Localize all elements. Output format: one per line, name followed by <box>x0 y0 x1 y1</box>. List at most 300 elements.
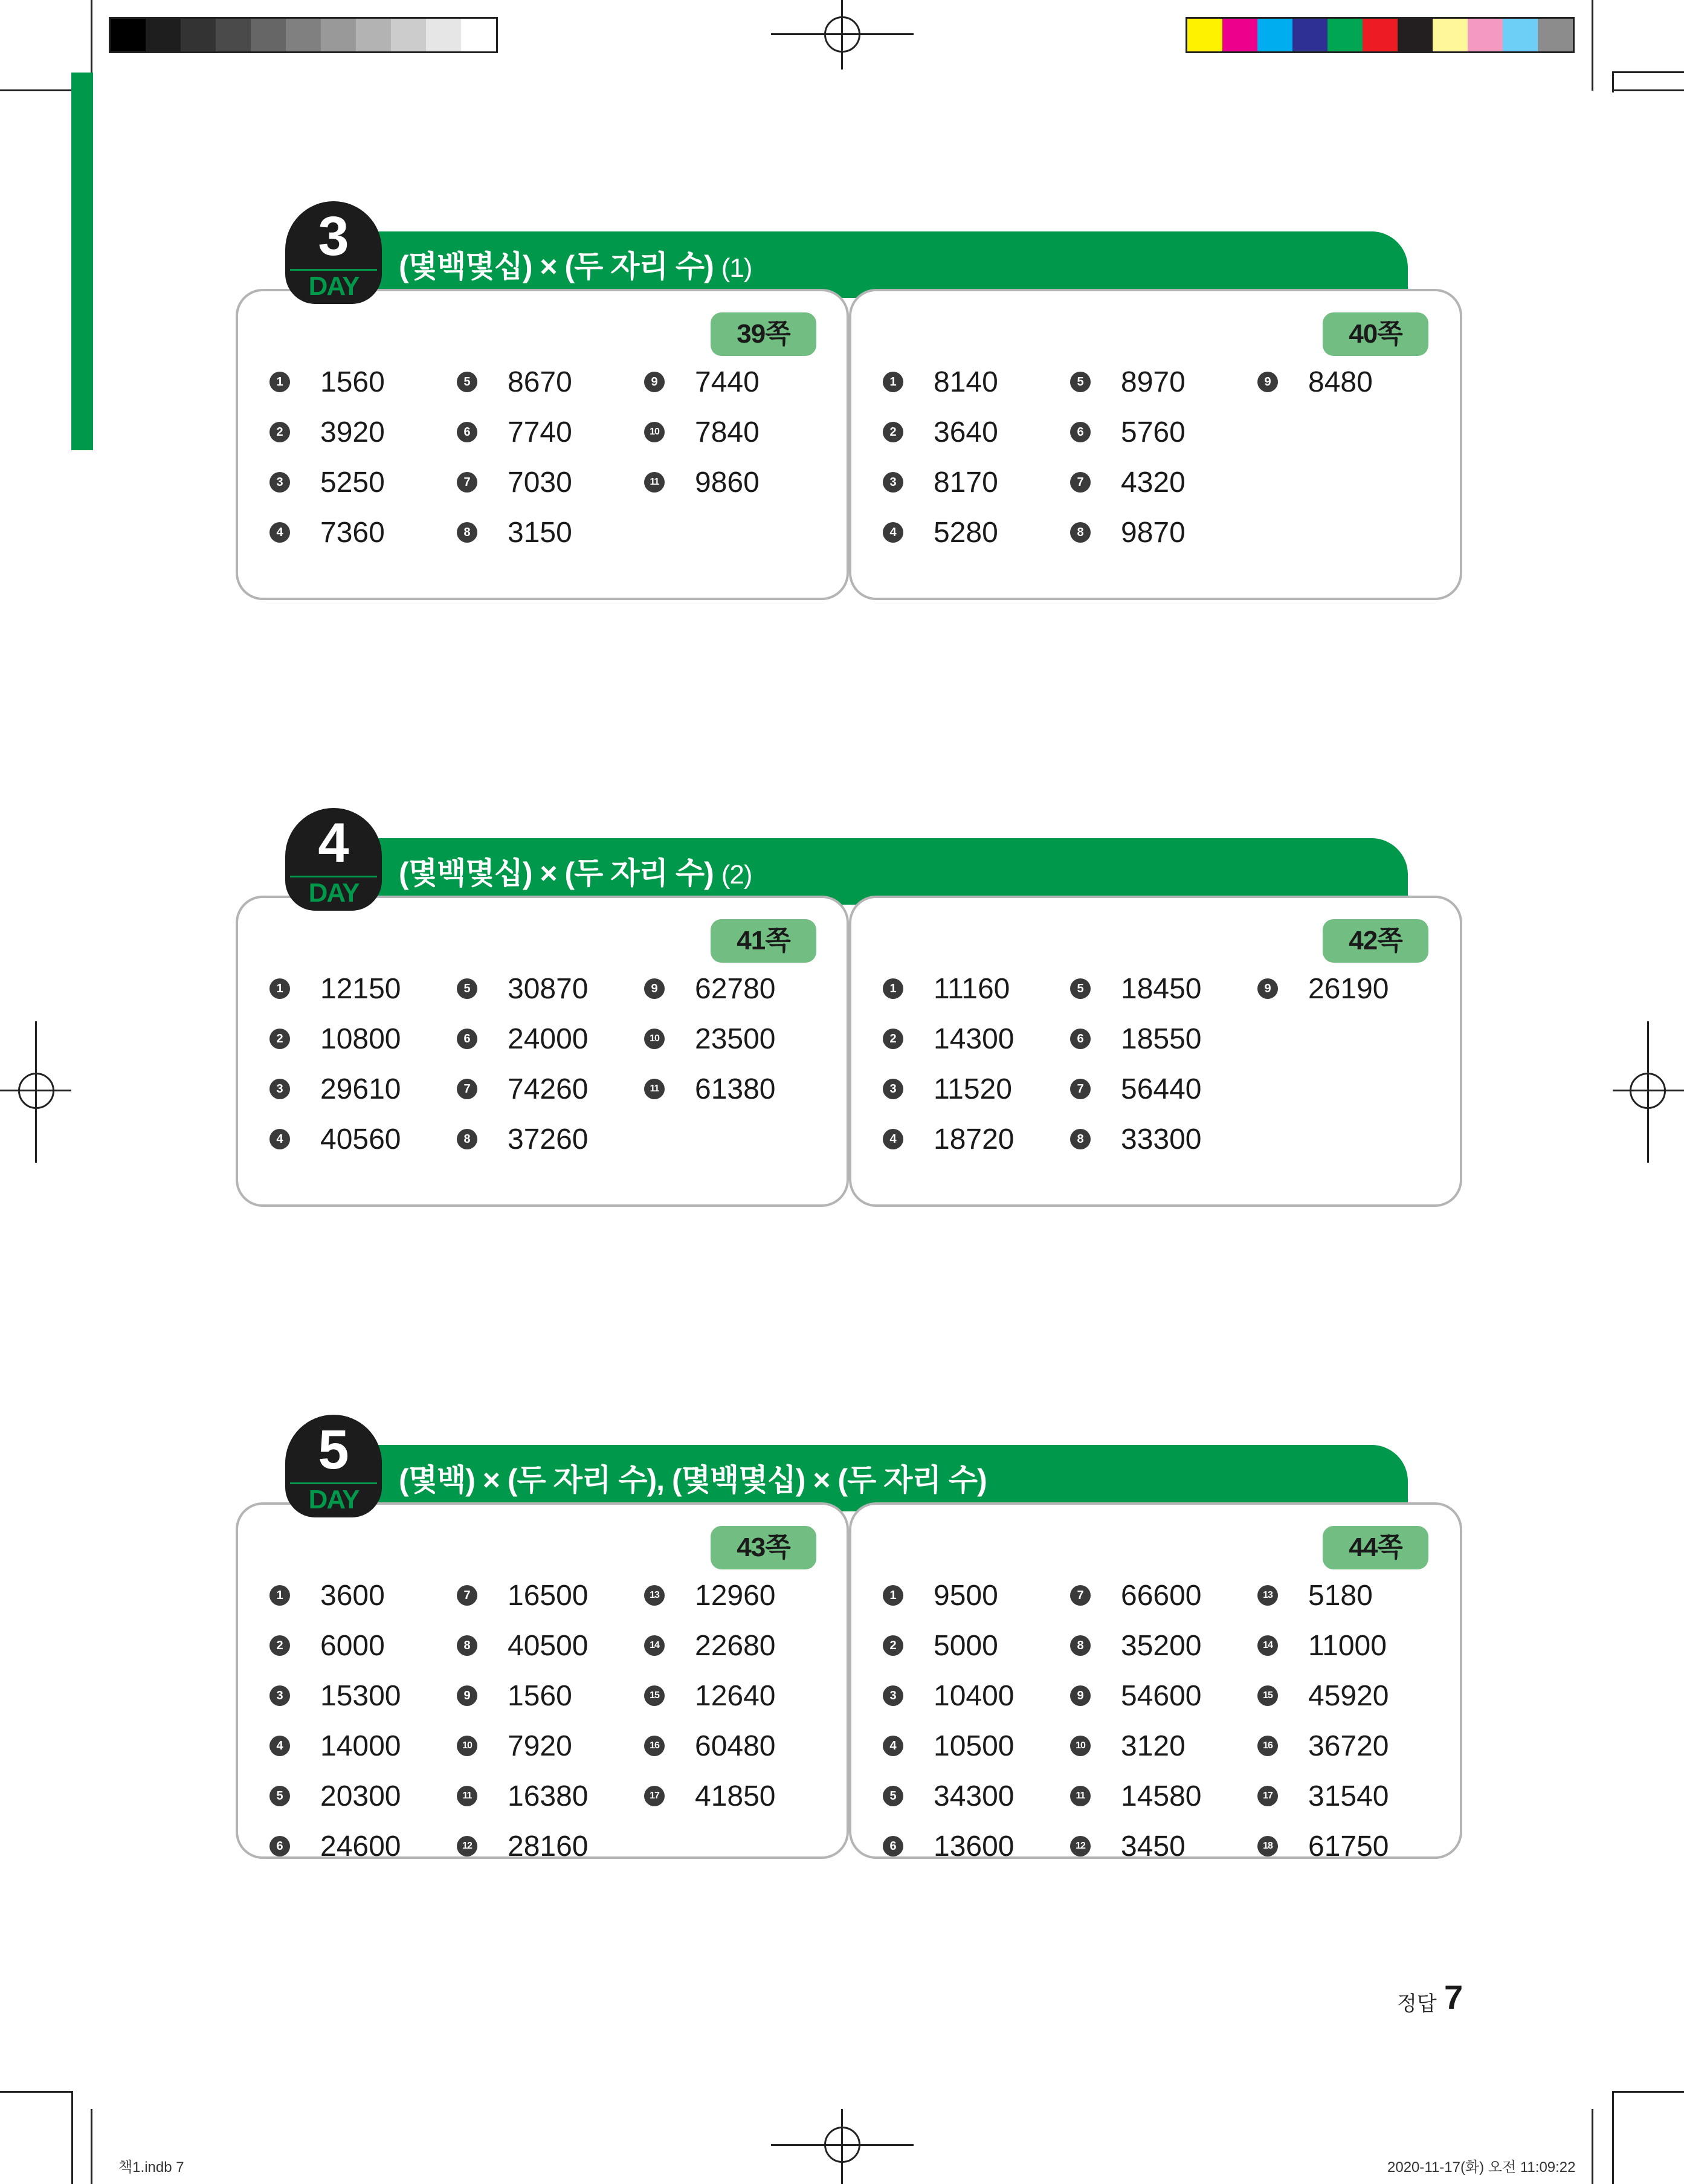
answer-value: 7740 <box>508 416 572 448</box>
answer-item <box>644 1678 775 1714</box>
crop-mark <box>91 2109 92 2184</box>
answer-item <box>1070 514 1186 551</box>
color-swatch <box>1222 19 1257 51</box>
answer-value: 33300 <box>1121 1123 1202 1155</box>
answer-value: 12640 <box>695 1679 776 1712</box>
answer-item <box>1257 1577 1373 1614</box>
answer-item <box>1070 1121 1201 1157</box>
day-label: DAY <box>308 1485 359 1514</box>
answer-item <box>644 971 775 1007</box>
answer-value: 20300 <box>320 1780 401 1812</box>
answer-item <box>883 1627 998 1664</box>
question-number-badge: 4 <box>269 1129 290 1149</box>
answer-value: 7440 <box>695 366 760 398</box>
section-banner <box>332 1445 1408 1511</box>
gray-swatch <box>111 19 146 51</box>
answer-item <box>883 1577 998 1614</box>
answer-value: 24600 <box>320 1830 401 1863</box>
question-number-badge: 11 <box>644 472 665 493</box>
answer-panel-left <box>236 289 849 600</box>
question-number-badge: 6 <box>1070 1029 1091 1049</box>
section-banner <box>332 838 1408 905</box>
question-number-badge: 5 <box>457 372 477 392</box>
answer-value: 11000 <box>1308 1629 1387 1662</box>
answer-item <box>1257 1678 1389 1714</box>
answer-item <box>457 464 572 500</box>
answer-value: 28160 <box>508 1830 589 1863</box>
answer-value: 12960 <box>695 1579 776 1612</box>
question-number-badge: 14 <box>644 1635 665 1656</box>
answer-value: 14580 <box>1121 1780 1202 1812</box>
answer-value: 60480 <box>695 1730 776 1762</box>
answer-value: 66600 <box>1121 1579 1202 1612</box>
answer-panel-right <box>849 896 1462 1207</box>
question-number-badge: 7 <box>1070 1585 1091 1606</box>
answer-value: 10800 <box>320 1023 401 1055</box>
section-title <box>399 242 752 286</box>
crop-mark <box>1592 0 1593 91</box>
question-number-badge: 17 <box>644 1786 665 1806</box>
answer-item <box>883 414 998 450</box>
answer-value: 8670 <box>508 366 572 398</box>
crop-mark <box>1612 71 1684 73</box>
question-number-badge: 8 <box>1070 1635 1091 1656</box>
answer-value: 3920 <box>320 416 385 448</box>
day-number: 5 <box>318 1419 349 1481</box>
day-number: 4 <box>318 812 349 874</box>
question-number-badge: 4 <box>269 522 290 543</box>
gray-swatch <box>391 19 426 51</box>
answer-item <box>457 1021 588 1057</box>
page-tag: 40쪽 <box>1323 312 1428 356</box>
answer-item <box>457 1071 588 1107</box>
question-number-badge: 10 <box>644 422 665 442</box>
gray-swatch <box>251 19 286 51</box>
answer-item <box>883 1728 1014 1764</box>
answer-value: 3450 <box>1121 1830 1186 1863</box>
question-number-badge: 11 <box>644 1079 665 1099</box>
color-swatch <box>1363 19 1398 51</box>
answer-item <box>457 414 572 450</box>
color-swatch <box>1503 19 1538 51</box>
color-swatch <box>1257 19 1292 51</box>
question-number-badge: 4 <box>883 1736 903 1756</box>
answer-section <box>236 1419 1462 1863</box>
answer-value: 74260 <box>508 1073 589 1105</box>
question-number-badge: 2 <box>269 1029 290 1049</box>
question-number-badge: 3 <box>269 472 290 493</box>
answer-item <box>1070 464 1186 500</box>
page-tag: 44쪽 <box>1323 1526 1428 1569</box>
answer-item <box>457 1627 588 1664</box>
answer-item <box>644 464 760 500</box>
answer-item <box>457 514 572 551</box>
answer-value: 11520 <box>934 1073 1012 1105</box>
crop-mark <box>0 89 71 91</box>
answer-value: 18450 <box>1121 972 1202 1005</box>
answer-value: 26190 <box>1308 972 1389 1005</box>
question-number-badge: 1 <box>883 978 903 999</box>
answer-item <box>269 1728 401 1764</box>
crop-mark <box>1612 89 1684 91</box>
crop-mark <box>1592 2109 1593 2184</box>
answer-value: 8480 <box>1308 366 1373 398</box>
answer-item <box>644 364 760 400</box>
question-number-badge: 2 <box>883 422 903 442</box>
answer-value: 11160 <box>934 972 1010 1005</box>
answer-section <box>236 812 1462 1155</box>
answer-value: 3150 <box>508 516 572 549</box>
question-number-badge: 5 <box>883 1786 903 1806</box>
answer-item <box>1070 1071 1201 1107</box>
gray-swatch <box>426 19 461 51</box>
answer-item <box>644 1627 775 1664</box>
question-number-badge: 7 <box>457 1585 477 1606</box>
answer-item <box>1257 1728 1389 1764</box>
page-tag: 41쪽 <box>711 919 816 963</box>
answer-item <box>1070 1627 1201 1664</box>
question-number-badge: 8 <box>457 1129 477 1149</box>
answer-item <box>457 1678 572 1714</box>
answer-item <box>1257 364 1373 400</box>
question-number-badge: 15 <box>644 1685 665 1706</box>
answer-value: 8170 <box>934 466 998 499</box>
answer-value: 9860 <box>695 466 760 499</box>
question-number-badge: 8 <box>457 522 477 543</box>
question-number-badge: 10 <box>1070 1736 1091 1756</box>
question-number-badge: 14 <box>1257 1635 1278 1656</box>
answer-item <box>269 1021 401 1057</box>
answer-item <box>457 1828 588 1864</box>
answer-item <box>1257 971 1389 1007</box>
answer-value: 9870 <box>1121 516 1186 549</box>
answer-value: 56440 <box>1121 1073 1202 1105</box>
question-number-badge: 5 <box>457 978 477 999</box>
answer-item <box>644 1778 775 1814</box>
crop-mark <box>1612 2091 1614 2184</box>
day-badge-divider <box>290 1482 377 1484</box>
chapter-side-bar <box>71 73 93 450</box>
answer-item <box>457 1577 588 1614</box>
question-number-badge: 4 <box>269 1736 290 1756</box>
answer-value: 7360 <box>320 516 385 549</box>
question-number-badge: 1 <box>269 978 290 999</box>
color-swatch <box>1468 19 1503 51</box>
answer-value: 14300 <box>934 1023 1015 1055</box>
answer-section <box>236 205 1462 549</box>
answer-item <box>1257 1627 1387 1664</box>
question-number-badge: 3 <box>269 1079 290 1099</box>
answer-value: 18550 <box>1121 1023 1202 1055</box>
answer-item <box>269 464 385 500</box>
section-title-suffix: (1) <box>721 253 752 283</box>
question-number-badge: 12 <box>1070 1836 1091 1856</box>
answer-item <box>1070 414 1186 450</box>
answer-panel-right <box>849 1502 1462 1863</box>
question-number-badge: 16 <box>1257 1736 1278 1756</box>
answer-value: 7030 <box>508 466 572 499</box>
question-number-badge: 2 <box>269 1635 290 1656</box>
answer-value: 4320 <box>1121 466 1186 499</box>
answer-value: 9500 <box>934 1579 998 1612</box>
section-banner <box>332 231 1408 298</box>
gray-swatch <box>461 19 496 51</box>
answer-value: 5760 <box>1121 416 1186 448</box>
gray-swatch <box>286 19 321 51</box>
answer-item <box>644 1577 775 1614</box>
answer-value: 12150 <box>320 972 401 1005</box>
color-swatch <box>1538 19 1573 51</box>
question-number-badge: 6 <box>883 1836 903 1856</box>
answer-item <box>269 514 385 551</box>
question-number-badge: 5 <box>1070 372 1091 392</box>
gray-swatch <box>181 19 216 51</box>
answer-item <box>269 1577 385 1614</box>
footer-label: 정답 <box>1397 1992 1437 2015</box>
section-title <box>399 1456 987 1499</box>
answer-value: 61750 <box>1308 1830 1389 1863</box>
answer-item <box>269 971 401 1007</box>
question-number-badge: 9 <box>1257 978 1278 999</box>
answer-panel-left <box>236 896 849 1207</box>
question-number-badge: 11 <box>1070 1786 1091 1806</box>
answer-item <box>883 1678 1014 1714</box>
question-number-badge: 1 <box>883 372 903 392</box>
answer-item <box>883 1071 1012 1107</box>
color-strip <box>1186 17 1575 53</box>
answer-item <box>1070 1021 1201 1057</box>
question-number-badge: 5 <box>269 1786 290 1806</box>
answer-value: 13600 <box>934 1830 1015 1863</box>
answer-value: 41850 <box>695 1780 776 1812</box>
answer-item <box>883 1121 1014 1157</box>
gray-swatch <box>146 19 181 51</box>
section-title <box>399 849 752 893</box>
color-swatch <box>1433 19 1468 51</box>
color-swatch <box>1328 19 1363 51</box>
crop-mark <box>1612 2091 1684 2093</box>
answer-value: 54600 <box>1121 1679 1202 1712</box>
answer-item <box>269 364 385 400</box>
section-title-text: (몇백몇십) × (두 자리 수) <box>399 856 714 890</box>
answer-value: 40500 <box>508 1629 589 1662</box>
question-number-badge: 15 <box>1257 1685 1278 1706</box>
color-swatch <box>1398 19 1433 51</box>
gray-swatch <box>216 19 251 51</box>
question-number-badge: 8 <box>1070 522 1091 543</box>
answer-value: 14000 <box>320 1730 401 1762</box>
answer-item <box>269 1121 401 1157</box>
question-number-badge: 9 <box>644 372 665 392</box>
answer-item <box>883 1828 1014 1864</box>
answer-item <box>1070 1728 1186 1764</box>
question-number-badge: 13 <box>1257 1585 1278 1606</box>
answer-value: 10400 <box>934 1679 1015 1712</box>
question-number-badge: 6 <box>457 422 477 442</box>
answer-value: 45920 <box>1308 1679 1389 1712</box>
page-tag: 42쪽 <box>1323 919 1428 963</box>
question-number-badge: 10 <box>457 1736 477 1756</box>
answer-value: 22680 <box>695 1629 776 1662</box>
question-number-badge: 10 <box>644 1029 665 1049</box>
answer-value: 36720 <box>1308 1730 1389 1762</box>
day-number: 3 <box>318 205 349 267</box>
answer-item <box>457 1121 588 1157</box>
answer-value: 16500 <box>508 1579 589 1612</box>
answer-panel-right <box>849 289 1462 600</box>
day-badge <box>285 808 382 911</box>
answer-item <box>1257 1778 1389 1814</box>
answer-item <box>1070 1678 1201 1714</box>
day-badge-divider <box>290 269 377 271</box>
question-number-badge: 18 <box>1257 1836 1278 1856</box>
question-number-badge: 1 <box>269 372 290 392</box>
day-badge <box>285 1415 382 1517</box>
answer-value: 34300 <box>934 1780 1015 1812</box>
gray-swatch <box>321 19 356 51</box>
answer-item <box>269 1778 401 1814</box>
crop-mark <box>0 2091 71 2093</box>
answer-item <box>644 1071 775 1107</box>
answer-value: 31540 <box>1308 1780 1389 1812</box>
color-swatch <box>1187 19 1222 51</box>
color-swatch <box>1292 19 1328 51</box>
answer-value: 5280 <box>934 516 998 549</box>
question-number-badge: 6 <box>1070 422 1091 442</box>
answer-item <box>883 1778 1014 1814</box>
grayscale-strip <box>109 17 498 53</box>
answer-value: 1560 <box>320 366 385 398</box>
answer-value: 1560 <box>508 1679 572 1712</box>
answer-item <box>1257 1828 1389 1864</box>
question-number-badge: 9 <box>457 1685 477 1706</box>
answer-item <box>883 514 998 551</box>
question-number-badge: 5 <box>1070 978 1091 999</box>
answer-value: 18720 <box>934 1123 1015 1155</box>
answer-value: 15300 <box>320 1679 401 1712</box>
question-number-badge: 8 <box>1070 1129 1091 1149</box>
answer-value: 8140 <box>934 366 998 398</box>
answer-item <box>269 414 385 450</box>
answer-value: 62780 <box>695 972 776 1005</box>
question-number-badge: 7 <box>457 472 477 493</box>
answer-value: 6000 <box>320 1629 385 1662</box>
page-tag: 43쪽 <box>711 1526 816 1569</box>
question-number-badge: 1 <box>269 1585 290 1606</box>
question-number-badge: 4 <box>883 522 903 543</box>
question-number-badge: 9 <box>1257 372 1278 392</box>
answer-value: 30870 <box>508 972 589 1005</box>
answer-value: 3600 <box>320 1579 385 1612</box>
answer-value: 24000 <box>508 1023 589 1055</box>
answer-value: 5180 <box>1308 1579 1373 1612</box>
answer-item <box>457 1728 572 1764</box>
answer-value: 29610 <box>320 1073 401 1105</box>
answer-value: 5000 <box>934 1629 998 1662</box>
answer-item <box>269 1071 401 1107</box>
answer-item <box>269 1828 401 1864</box>
section-title-text: (몇백) × (두 자리 수), (몇백몇십) × (두 자리 수) <box>399 1463 987 1497</box>
answer-item <box>644 1728 775 1764</box>
answer-value: 35200 <box>1121 1629 1202 1662</box>
answer-panel-left <box>236 1502 849 1863</box>
answer-item <box>883 971 1010 1007</box>
question-number-badge: 12 <box>457 1836 477 1856</box>
answer-item <box>269 1627 385 1664</box>
answer-value: 10500 <box>934 1730 1015 1762</box>
question-number-badge: 9 <box>1070 1685 1091 1706</box>
day-badge-divider <box>290 876 377 877</box>
question-number-badge: 16 <box>644 1736 665 1756</box>
answer-value: 3640 <box>934 416 998 448</box>
answer-value: 40560 <box>320 1123 401 1155</box>
question-number-badge: 9 <box>644 978 665 999</box>
question-number-badge: 6 <box>457 1029 477 1049</box>
slug-file: 책1.indb 7 <box>118 2159 184 2176</box>
day-label: DAY <box>308 878 359 908</box>
question-number-badge: 3 <box>883 472 903 493</box>
question-number-badge: 7 <box>1070 1079 1091 1099</box>
answer-value: 37260 <box>508 1123 589 1155</box>
answer-value: 61380 <box>695 1073 776 1105</box>
answer-item <box>1070 1778 1201 1814</box>
answer-item <box>1070 1577 1201 1614</box>
answer-value: 3120 <box>1121 1730 1186 1762</box>
section-title-suffix: (2) <box>721 860 752 890</box>
answer-item <box>1070 364 1186 400</box>
answer-value: 16380 <box>508 1780 589 1812</box>
answer-value: 23500 <box>695 1023 776 1055</box>
answer-item <box>644 414 760 450</box>
question-number-badge: 17 <box>1257 1786 1278 1806</box>
question-number-badge: 2 <box>269 422 290 442</box>
question-number-badge: 2 <box>883 1029 903 1049</box>
question-number-badge: 7 <box>1070 472 1091 493</box>
section-title-text: (몇백몇십) × (두 자리 수) <box>399 250 714 283</box>
answer-item <box>269 1678 401 1714</box>
question-number-badge: 2 <box>883 1635 903 1656</box>
answer-value: 7920 <box>508 1730 572 1762</box>
question-number-badge: 11 <box>457 1786 477 1806</box>
answer-value: 5250 <box>320 466 385 499</box>
page-tag: 39쪽 <box>711 312 816 356</box>
answer-item <box>1070 971 1201 1007</box>
answer-item <box>1070 1828 1186 1864</box>
question-number-badge: 3 <box>883 1079 903 1099</box>
question-number-badge: 4 <box>883 1129 903 1149</box>
question-number-badge: 3 <box>883 1685 903 1706</box>
crop-mark <box>71 2091 73 2184</box>
answer-item <box>644 1021 775 1057</box>
slug-date: 2020-11-17(화) 오전 11:09:22 <box>1387 2159 1576 2176</box>
footer-page-number: 7 <box>1444 1978 1463 2016</box>
answer-item <box>457 1778 588 1814</box>
question-number-badge: 1 <box>883 1585 903 1606</box>
answer-item <box>883 1021 1014 1057</box>
answer-value: 7840 <box>695 416 760 448</box>
answer-item <box>883 364 998 400</box>
question-number-badge: 3 <box>269 1685 290 1706</box>
day-badge <box>285 201 382 304</box>
gray-swatch <box>356 19 391 51</box>
answer-item <box>457 364 572 400</box>
answer-item <box>883 464 998 500</box>
question-number-badge: 8 <box>457 1635 477 1656</box>
day-label: DAY <box>308 271 359 301</box>
answer-item <box>457 971 588 1007</box>
question-number-badge: 13 <box>644 1585 665 1606</box>
answer-value: 8970 <box>1121 366 1186 398</box>
